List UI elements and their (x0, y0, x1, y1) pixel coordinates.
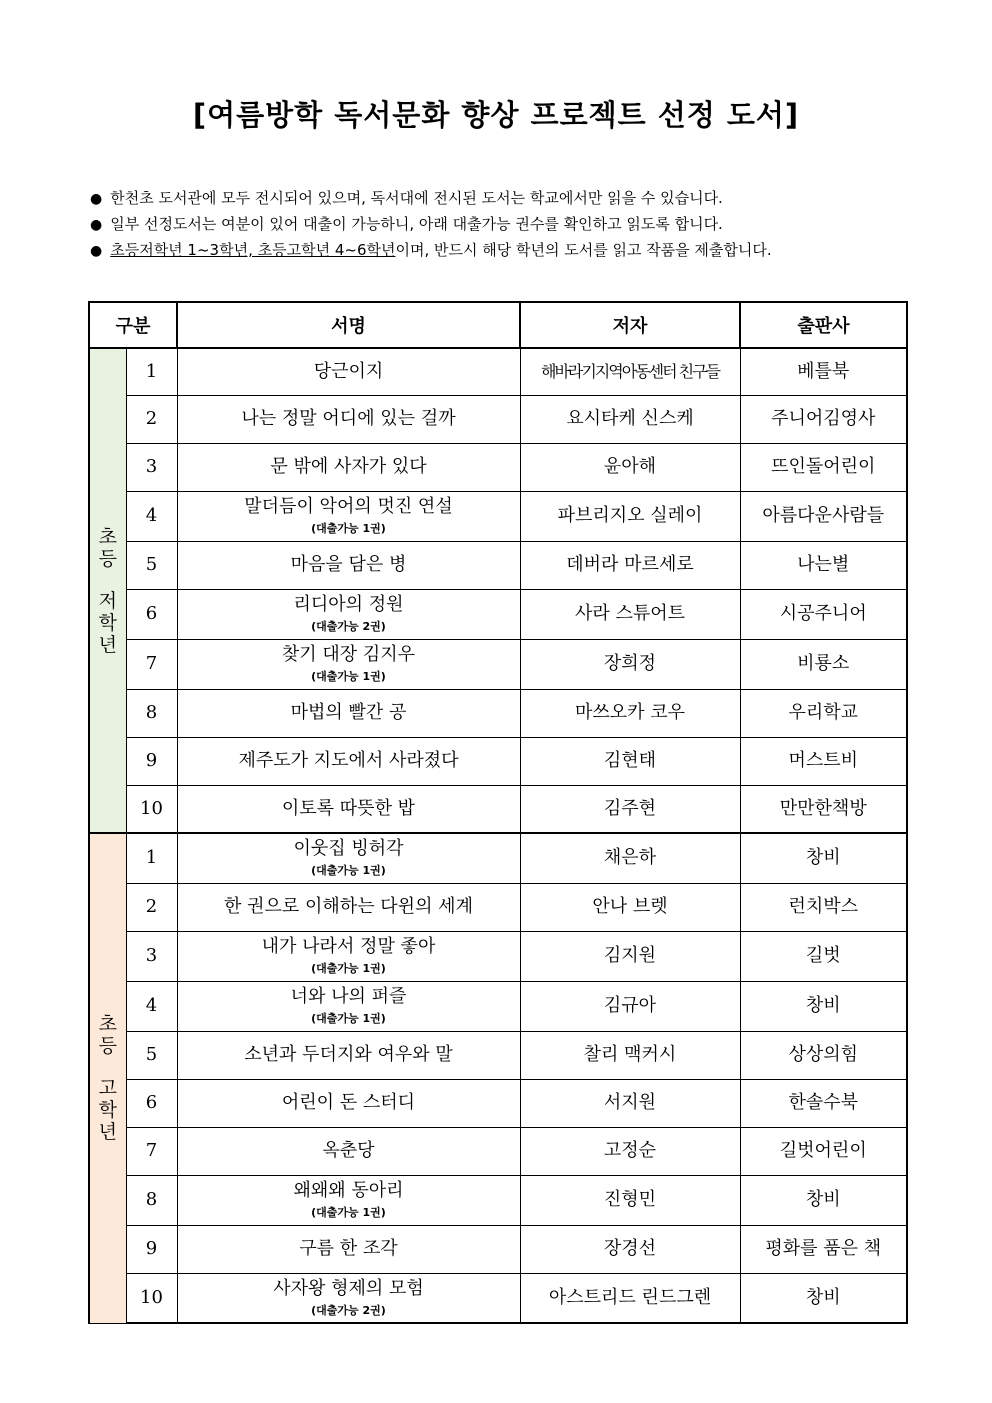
loan-availability: (대출가능 1권) (311, 521, 386, 535)
book-publisher: 뜨인돌어린이 (740, 443, 907, 491)
book-publisher: 우리학교 (740, 689, 907, 737)
book-author: 아스트리드 린드그렌 (520, 1273, 740, 1323)
book-publisher: 베틀북 (740, 348, 907, 395)
row-number: 10 (126, 785, 177, 833)
bullet-icon: ● (90, 191, 103, 207)
book-title-cell (177, 1175, 520, 1225)
group-label-char: 학 (98, 611, 117, 634)
notice-text: 일부 선정도서는 여분이 있어 대출이 가능하니, 아래 대출가능 권수를 확인하고 읽도록 합니다. (110, 215, 723, 233)
table-row (89, 541, 907, 589)
book-publisher: 한솔수북 (740, 1079, 907, 1127)
book-author: 김지원 (520, 931, 740, 981)
book-author: 사라 스튜어트 (520, 589, 740, 639)
table-header-row (89, 302, 907, 348)
header-title: 서명 (177, 302, 520, 348)
table-row (89, 1175, 907, 1225)
book-title: 너와 나의 퍼즐 (290, 986, 407, 1008)
notice-list (90, 185, 970, 263)
group-label-char: 초 (98, 1013, 117, 1036)
book-author: 채은하 (520, 833, 740, 883)
table-row (89, 348, 907, 395)
book-title: 구름 한 조각 (299, 1238, 398, 1260)
book-author: 장경선 (520, 1225, 740, 1273)
row-number: 4 (126, 491, 177, 541)
notice-item (90, 185, 970, 211)
book-title: 리디아의 정원 (293, 594, 404, 616)
book-title-cell (177, 491, 520, 541)
group-label-char: 고 (98, 1077, 117, 1100)
book-publisher: 주니어김영사 (740, 395, 907, 443)
loan-availability: (대출가능 1권) (311, 961, 386, 975)
book-author: 김주현 (520, 785, 740, 833)
notice-text: 이며, 반드시 해당 학년의 도서를 읽고 작품을 제출합니다. (395, 241, 772, 259)
book-title: 소년과 두더지와 여우와 말 (244, 1044, 453, 1066)
book-title-cell (177, 785, 520, 833)
book-title-cell (177, 833, 520, 883)
book-publisher: 창비 (740, 833, 907, 883)
row-number: 1 (126, 348, 177, 395)
table-row (89, 737, 907, 785)
table-row (89, 1031, 907, 1079)
row-number: 2 (126, 395, 177, 443)
book-author: 장희정 (520, 639, 740, 689)
book-author: 안나 브렛 (520, 883, 740, 931)
book-author: 서지원 (520, 1079, 740, 1127)
table-row (89, 1079, 907, 1127)
book-publisher: 나는별 (740, 541, 907, 589)
book-title: 사자왕 형제의 모험 (273, 1277, 424, 1299)
group-lower-grades (89, 348, 907, 833)
book-author: 김현태 (520, 737, 740, 785)
group-label-gap (98, 570, 118, 590)
loan-availability: (대출가능 2권) (311, 619, 386, 633)
book-title-cell (177, 541, 520, 589)
book-publisher: 창비 (740, 981, 907, 1031)
row-number: 5 (126, 541, 177, 589)
group-upper-grades (89, 833, 907, 1323)
row-number: 1 (126, 833, 177, 883)
book-publisher: 머스트비 (740, 737, 907, 785)
table-row (89, 931, 907, 981)
row-number: 6 (126, 589, 177, 639)
row-number: 3 (126, 443, 177, 491)
book-author: 데버라 마르세로 (520, 541, 740, 589)
book-publisher: 만만한책방 (740, 785, 907, 833)
row-number: 8 (126, 1175, 177, 1225)
group-label-char: 저 (98, 589, 117, 612)
bullet-icon: ● (90, 243, 103, 259)
book-publisher: 상상의힘 (740, 1031, 907, 1079)
row-number: 5 (126, 1031, 177, 1079)
table-row (89, 689, 907, 737)
book-title: 어린이 돈 스터디 (281, 1092, 416, 1114)
book-title-cell (177, 981, 520, 1031)
book-title-cell (177, 689, 520, 737)
book-title-cell (177, 883, 520, 931)
book-author: 마쓰오카 코우 (520, 689, 740, 737)
group-label-char: 등 (98, 547, 117, 570)
loan-availability: (대출가능 1권) (311, 1205, 386, 1219)
book-title: 제주도가 지도에서 사라졌다 (238, 750, 459, 772)
notice-item (90, 211, 970, 237)
table-row (89, 589, 907, 639)
book-title-cell (177, 639, 520, 689)
book-publisher: 창비 (740, 1273, 907, 1323)
table-row (89, 443, 907, 491)
loan-availability: (대출가능 1권) (311, 864, 386, 878)
table-row (89, 883, 907, 931)
row-number: 4 (126, 981, 177, 1031)
group-label-char: 학 (98, 1099, 117, 1122)
book-title-cell (177, 443, 520, 491)
book-title: 나는 정말 어디에 있는 걸까 (241, 408, 456, 430)
book-title: 마음을 담은 병 (290, 554, 407, 576)
notice-item (90, 237, 970, 263)
header-publisher: 출판사 (740, 302, 907, 348)
book-title: 말더듬이 악어의 멋진 연설 (244, 496, 453, 518)
book-author: 진형민 (520, 1175, 740, 1225)
row-number: 9 (126, 737, 177, 785)
book-title: 문 밖에 사자가 있다 (270, 456, 427, 478)
header-author: 저자 (520, 302, 740, 348)
table-row (89, 1273, 907, 1323)
header-group: 구분 (89, 302, 177, 348)
book-publisher: 길벗 (740, 931, 907, 981)
book-title: 이토록 따뜻한 밥 (281, 797, 416, 819)
loan-availability: (대출가능 2권) (311, 1303, 386, 1317)
table-row (89, 1127, 907, 1175)
book-publisher: 런치박스 (740, 883, 907, 931)
book-author: 윤아해 (520, 443, 740, 491)
book-publisher: 평화를 품은 책 (740, 1225, 907, 1273)
loan-availability: (대출가능 1권) (311, 669, 386, 683)
book-title: 찾기 대장 김지우 (281, 644, 416, 666)
group-label-char: 등 (98, 1035, 117, 1058)
row-number: 7 (126, 639, 177, 689)
table-row (89, 833, 907, 883)
book-title-cell (177, 931, 520, 981)
book-author: 찰리 맥커시 (520, 1031, 740, 1079)
book-author: 파브리지오 실레이 (520, 491, 740, 541)
notice-underlined-text: 초등저학년 1~3학년, 초등고학년 4~6학년 (110, 241, 396, 259)
table-row (89, 395, 907, 443)
row-number: 3 (126, 931, 177, 981)
book-author: 해바라기지역아동센터 친구들 (520, 348, 740, 395)
row-number: 7 (126, 1127, 177, 1175)
page-title: [여름방학 독서문화 향상 프로젝트 선정 도서] (192, 98, 800, 132)
book-author: 김규아 (520, 981, 740, 1031)
loan-availability: (대출가능 1권) (311, 1011, 386, 1025)
book-title-cell (177, 348, 520, 395)
table-row (89, 1225, 907, 1273)
group-label-char: 년 (98, 1121, 117, 1144)
book-title: 한 권으로 이해하는 다윈의 세계 (224, 896, 473, 918)
group-label-gap (98, 1057, 118, 1077)
book-publisher: 시공주니어 (740, 589, 907, 639)
bullet-icon: ● (90, 217, 103, 233)
book-publisher: 길벗어린이 (740, 1127, 907, 1175)
book-title-cell (177, 1127, 520, 1175)
book-title-cell (177, 737, 520, 785)
table-row (89, 639, 907, 689)
book-author: 요시타케 신스케 (520, 395, 740, 443)
group-label (89, 348, 126, 833)
book-author: 고정순 (520, 1127, 740, 1175)
row-number: 10 (126, 1273, 177, 1323)
row-number: 8 (126, 689, 177, 737)
book-table (88, 301, 908, 1324)
book-title-cell (177, 1079, 520, 1127)
book-publisher: 비룡소 (740, 639, 907, 689)
table-row (89, 491, 907, 541)
group-label-char: 년 (98, 633, 117, 656)
group-label (89, 833, 126, 1323)
book-title-cell (177, 1225, 520, 1273)
book-title: 내가 나라서 정말 좋아 (261, 936, 436, 958)
book-publisher: 창비 (740, 1175, 907, 1225)
table-row (89, 981, 907, 1031)
row-number: 2 (126, 883, 177, 931)
row-number: 6 (126, 1079, 177, 1127)
book-title: 당근이지 (313, 360, 384, 382)
book-title: 이웃집 빙허각 (293, 838, 404, 860)
book-title-cell (177, 1273, 520, 1323)
group-label-char: 초 (98, 525, 117, 548)
book-title: 마법의 빨간 공 (290, 702, 407, 724)
book-title-cell (177, 589, 520, 639)
table-row (89, 785, 907, 833)
book-title: 옥춘당 (322, 1140, 375, 1162)
notice-text: 한천초 도서관에 모두 전시되어 있으며, 독서대에 전시된 도서는 학교에서만 읽을 수 있습니다. (110, 189, 723, 207)
book-title-cell (177, 1031, 520, 1079)
row-number: 9 (126, 1225, 177, 1273)
book-publisher: 아름다운사람들 (740, 491, 907, 541)
book-title-cell (177, 395, 520, 443)
book-title: 왜왜왜 동아리 (293, 1180, 404, 1202)
